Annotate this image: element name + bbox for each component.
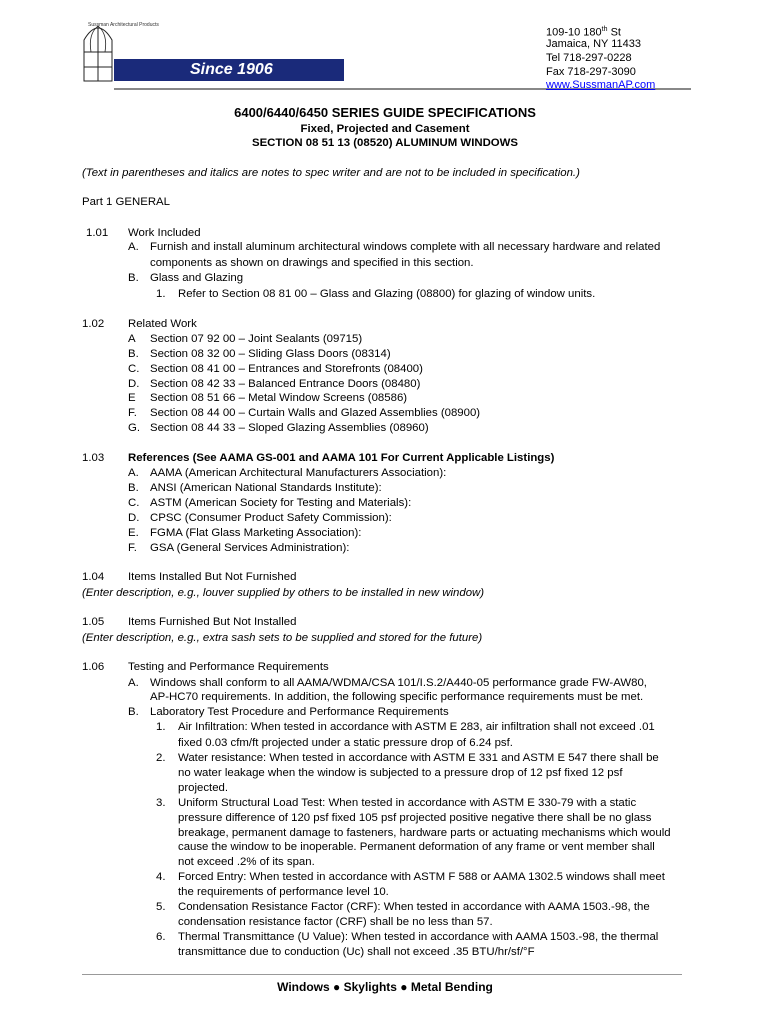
item-mark: C.: [128, 497, 140, 509]
doc-subtitle1: Fixed, Projected and Casement: [300, 123, 470, 135]
item-mark: B.: [128, 348, 139, 360]
subitem-text: Uniform Structural Load Test: When tested in accordance with ASTM E 330-79 with a static: [178, 797, 637, 809]
item-text: Section 08 51 66 – Metal Window Screens (08586): [150, 392, 408, 404]
footer-rule: [82, 974, 682, 975]
item-mark: E.: [128, 527, 139, 539]
subitem-text: not exceed .2% of its span.: [178, 856, 315, 868]
doc-subtitle2: SECTION 08 51 13 (08520) ALUMINUM WINDOWS: [251, 137, 519, 149]
since-text: Since 1906: [190, 61, 273, 78]
tel: Tel 718-297-0228: [546, 52, 632, 64]
subitem-text: Condensation Resistance Factor (CRF): When tested in accordance with AAMA 1503.-98, the: [178, 901, 650, 913]
subitem-mark: 4.: [156, 871, 166, 883]
footer-tagline: Windows ● Skylights ● Metal Bending: [277, 980, 493, 994]
item-text: Glass and Glazing: [150, 272, 244, 284]
item-mark: A.: [128, 677, 139, 689]
item-text: Section 07 92 00 – Joint Sealants (09715): [150, 333, 363, 345]
subitem-text: cause the window to be inoperable. Permanent deformation of any frame or vent member shall: [178, 841, 655, 853]
subitem-mark: 2.: [156, 752, 166, 764]
subitem-text: no water leakage when the window is subjected to a pressure drop of 12 psf fixed 12 psf: [178, 767, 623, 779]
item-mark: B.: [128, 482, 139, 494]
website-link[interactable]: www.SussmanAP.com: [546, 79, 656, 91]
section-number: 1.06: [82, 661, 105, 673]
subitem-text: the requirements of performance level 10.: [178, 886, 389, 898]
website-line: [546, 79, 655, 92]
item-mark: F.: [128, 542, 137, 554]
item-text: ANSI (American National Standards Institute):: [150, 482, 382, 494]
item-text: Section 08 41 00 – Entrances and Storefronts (08400): [150, 363, 423, 375]
fax: Fax 718-297-3090: [546, 66, 636, 78]
section-number: 1.01: [86, 227, 109, 239]
section-heading: Items Furnished But Not Installed: [128, 616, 297, 628]
item-mark: C.: [128, 363, 140, 375]
section-heading: Testing and Performance Requirements: [128, 661, 329, 673]
subitem-mark: 5.: [156, 901, 166, 913]
subitem-mark: 3.: [156, 797, 166, 809]
item-mark: B.: [128, 706, 139, 718]
address-line1: 109-10 180th St: [546, 26, 621, 39]
item-mark: B.: [128, 272, 139, 284]
item-text: FGMA (Flat Glass Marketing Association):: [150, 527, 362, 539]
subitem-text: Water resistance: When tested in accordance with ASTM E 331 and ASTM E 547 there shall be: [178, 752, 659, 764]
doc-title: 6400/6440/6450 SERIES GUIDE SPECIFICATIONS: [234, 105, 536, 120]
subitem-text: Refer to Section 08 81 00 – Glass and Glazing (08800) for glazing of window units.: [178, 288, 596, 300]
item-text: ASTM (American Society for Testing and Materials):: [150, 497, 412, 509]
item-mark: G.: [128, 422, 141, 434]
subitem-text: Air Infiltration: When tested in accordance with ASTM E 283, air infiltration shall not exceed .01: [178, 721, 655, 733]
subitem-text: fixed 0.03 cfm/ft projected under a static pressure drop of 6.24 psf.: [178, 737, 513, 749]
item-text: components as shown on drawings and specified in this section.: [150, 257, 474, 269]
item-text: CPSC (Consumer Product Safety Commission):: [150, 512, 392, 524]
item-text: Section 08 32 00 – Sliding Glass Doors (08314): [150, 348, 391, 360]
item-text: Furnish and install aluminum architectural windows complete with all necessary hardware and related: [150, 241, 661, 253]
section-heading: Related Work: [128, 318, 197, 330]
window-logo-icon: [83, 22, 113, 82]
item-mark: A.: [128, 241, 139, 253]
section-number: 1.02: [82, 318, 105, 330]
item-text: AP-HC70 requirements. In addition, the following specific performance requirements must be met.: [150, 691, 644, 703]
subitem-text: pressure difference of 120 psf fixed 105 psf projected positive negative there shall be no glass: [178, 812, 652, 824]
item-mark: A.: [128, 467, 139, 479]
item-text: GSA (General Services Administration):: [150, 542, 350, 554]
company-name-small: Sussman Architectural Products: [88, 22, 159, 28]
item-mark: D.: [128, 512, 140, 524]
item-text: Section 08 44 00 – Curtain Walls and Glazed Assemblies (08900): [150, 407, 481, 419]
section-heading: References (See AAMA GS-001 and AAMA 101 For Current Applicable Listings): [128, 452, 555, 464]
subitem-text: Forced Entry: When tested in accordance with ASTM F 588 or AAMA 1302.5 windows shall meet: [178, 871, 665, 883]
section-note: (Enter description, e.g., louver supplied by others to be installed in new window): [82, 587, 485, 599]
subitem-text: projected.: [178, 782, 229, 794]
item-mark: F.: [128, 407, 137, 419]
subitem-mark: 1.: [156, 288, 166, 300]
item-text: Section 08 42 33 – Balanced Entrance Doors (08480): [150, 378, 421, 390]
section-heading: Items Installed But Not Furnished: [128, 571, 297, 583]
item-text: Windows shall conform to all AAMA/WDMA/CSA 101/I.S.2/A440-05 performance grade FW-AW80,: [150, 677, 647, 689]
address-line2: Jamaica, NY 11433: [546, 38, 641, 50]
subitem-text: breakage, permanent damage to fasteners, hardware parts or actuating mechanisms which would: [178, 827, 671, 839]
item-mark: E: [128, 392, 136, 404]
section-number: 1.04: [82, 571, 105, 583]
section-number: 1.05: [82, 616, 105, 628]
subitem-mark: 6.: [156, 931, 166, 943]
subitem-text: condensation resistance factor (CRF) shall be no less than 57.: [178, 916, 493, 928]
section-heading: Work Included: [128, 227, 201, 239]
section-number: 1.03: [82, 452, 105, 464]
subitem-text: transmittance due to conduction (Uc) shall not exceed .35 BTU/hr/sf/°F: [178, 946, 535, 958]
item-mark: D.: [128, 378, 140, 390]
item-text: Laboratory Test Procedure and Performance Requirements: [150, 706, 449, 718]
item-mark: A: [128, 333, 136, 345]
part1-heading: Part 1 GENERAL: [82, 196, 170, 208]
subitem-mark: 1.: [156, 721, 166, 733]
item-text: Section 08 44 33 – Sloped Glazing Assemblies (08960): [150, 422, 429, 434]
item-text: AAMA (American Architectural Manufacturers Association):: [150, 467, 447, 479]
spec-note: (Text in parentheses and italics are notes to spec writer and are not to be included in specification.): [82, 167, 580, 179]
section-note: (Enter description, e.g., extra sash sets to be supplied and stored for the future): [82, 632, 483, 644]
subitem-text: Thermal Transmittance (U Value): When tested in accordance with AAMA 1503.-98, the thermal: [178, 931, 659, 943]
